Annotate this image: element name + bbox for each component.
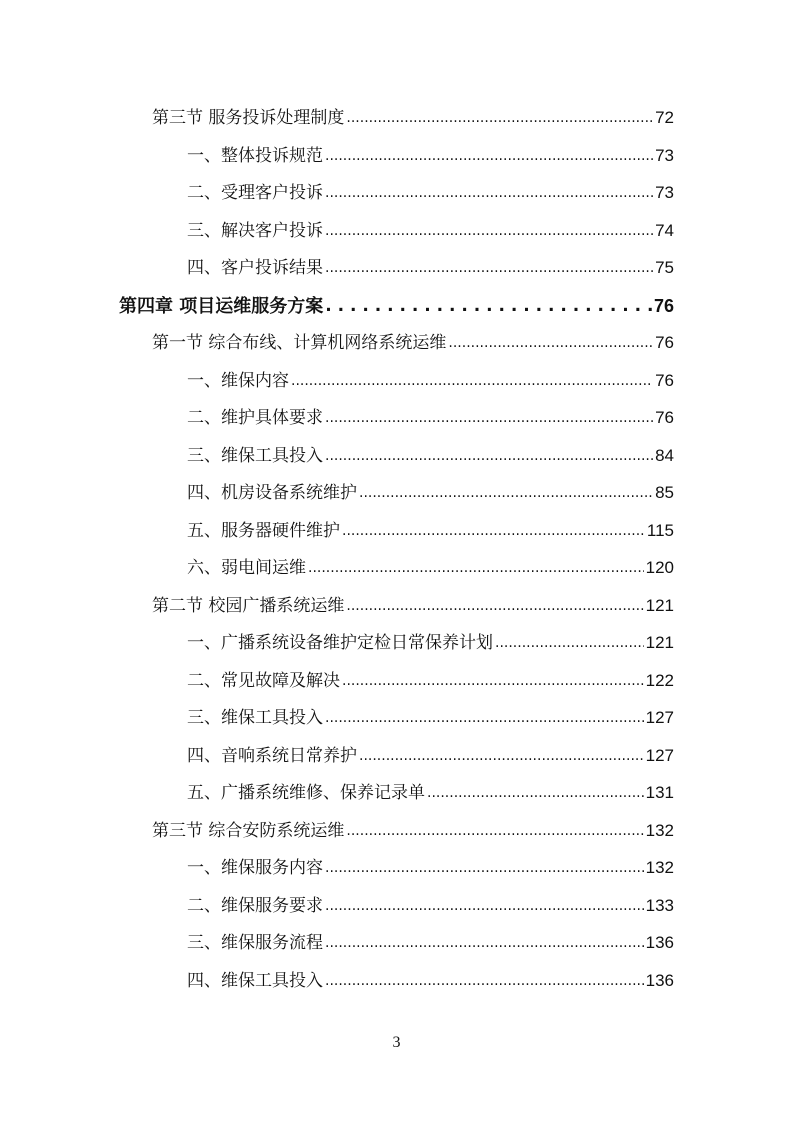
toc-title: 第四章 项目运维服务方案 — [119, 296, 324, 317]
toc-chapter-entry[interactable] — [119, 295, 674, 318]
dot-leader — [325, 856, 644, 878]
toc-entry[interactable] — [187, 557, 674, 579]
toc-title: 四、客户投诉结果 — [187, 258, 323, 278]
toc-title: 三、维保工具投入 — [187, 708, 323, 728]
dot-leader — [291, 369, 653, 391]
toc-title: 第三节 综合安防系统运维 — [152, 821, 345, 841]
dot-leader — [325, 181, 653, 203]
toc-title: 四、音响系统日常养护 — [187, 746, 357, 766]
toc-page: 121 — [645, 633, 674, 652]
dot-leader — [325, 931, 644, 953]
toc-page: 74 — [655, 221, 674, 240]
dot-leader — [346, 106, 653, 128]
toc-page: 132 — [645, 821, 674, 840]
dot-leader — [359, 481, 653, 503]
dot-leader — [325, 406, 653, 428]
toc-entry[interactable] — [187, 482, 674, 504]
toc-page: 76 — [655, 408, 674, 427]
toc-entry[interactable] — [187, 857, 674, 879]
toc-entry[interactable] — [187, 670, 674, 692]
toc-entry[interactable] — [187, 932, 674, 954]
toc-title: 第一节 综合布线、计算机网络系统运维 — [152, 333, 447, 353]
toc-entry[interactable] — [187, 520, 674, 542]
dot-leader — [325, 144, 653, 166]
toc-entry[interactable] — [187, 220, 674, 242]
toc-title: 五、广播系统维修、保养记录单 — [187, 783, 425, 803]
toc-title: 一、维保服务内容 — [187, 858, 323, 878]
toc-page: 121 — [645, 596, 674, 615]
toc-page: 73 — [655, 183, 674, 202]
toc-entry[interactable] — [152, 107, 674, 129]
dot-leader — [495, 631, 644, 653]
toc-page: 127 — [645, 708, 674, 727]
toc-title: 三、维保工具投入 — [187, 446, 323, 466]
toc-entry[interactable] — [187, 257, 674, 279]
toc-title: 二、维护具体要求 — [187, 408, 323, 428]
toc-entry[interactable] — [187, 370, 674, 392]
toc-entry[interactable] — [187, 745, 674, 767]
toc-title: 六、弱电间运维 — [187, 558, 306, 578]
toc-entry[interactable] — [152, 332, 674, 354]
toc-page: 133 — [645, 896, 674, 915]
page-number: 3 — [392, 1034, 401, 1051]
toc-entry[interactable] — [152, 595, 674, 617]
toc-title: 一、维保内容 — [187, 371, 289, 391]
toc-page: 84 — [655, 446, 674, 465]
toc-title: 二、维保服务要求 — [187, 896, 323, 916]
toc-title: 四、机房设备系统维护 — [187, 483, 357, 503]
dot-leader — [448, 331, 653, 353]
toc-entry[interactable] — [187, 970, 674, 992]
toc-page: 132 — [645, 858, 674, 877]
dot-leader — [346, 819, 643, 841]
toc-title: 第二节 校园广播系统运维 — [152, 596, 345, 616]
dot-leader — [427, 781, 644, 803]
toc-page: 136 — [645, 971, 674, 990]
dot-leader — [342, 669, 644, 691]
toc-entry[interactable] — [187, 407, 674, 429]
toc-page: 127 — [645, 746, 674, 765]
dot-leader — [325, 706, 644, 728]
dot-leader — [325, 894, 644, 916]
toc-page: 75 — [655, 258, 674, 277]
toc-entry[interactable] — [187, 895, 674, 917]
toc-title: 二、受理客户投诉 — [187, 183, 323, 203]
dot-leader — [325, 219, 653, 241]
toc-title: 三、维保服务流程 — [187, 933, 323, 953]
dot-leader — [346, 594, 643, 616]
toc-entry[interactable] — [187, 632, 674, 654]
dot-leader — [325, 969, 644, 991]
toc-title: 三、解决客户投诉 — [187, 221, 323, 241]
toc-title: 二、常见故障及解决 — [187, 671, 340, 691]
toc-page: 76 — [653, 296, 674, 316]
dot-leader — [325, 444, 653, 466]
toc-entry[interactable] — [187, 707, 674, 729]
toc-page: 85 — [655, 483, 674, 502]
toc-title: 一、整体投诉规范 — [187, 146, 323, 166]
toc-entry[interactable] — [187, 782, 674, 804]
toc-entry[interactable] — [187, 182, 674, 204]
toc-title: 五、服务器硬件维护 — [187, 521, 340, 541]
toc-entry[interactable] — [152, 820, 674, 842]
dot-leader — [325, 295, 652, 317]
dot-leader — [359, 744, 644, 766]
dot-leader — [325, 256, 653, 278]
toc-entry[interactable] — [187, 445, 674, 467]
toc-page: 72 — [655, 108, 674, 127]
toc-page: 122 — [645, 671, 674, 690]
toc-title: 一、广播系统设备维护定检日常保养计划 — [187, 633, 493, 653]
toc-page: 73 — [655, 146, 674, 165]
toc-page: 131 — [645, 783, 674, 802]
toc-page: 76 — [655, 333, 674, 352]
toc-title: 第三节 服务投诉处理制度 — [152, 108, 345, 128]
toc-page: 120 — [645, 558, 674, 577]
toc-page: 76 — [655, 371, 674, 390]
toc-page: 115 — [646, 521, 674, 540]
toc-page: 136 — [645, 933, 674, 952]
dot-leader — [342, 519, 645, 541]
toc-title: 四、维保工具投入 — [187, 971, 323, 991]
toc-entry[interactable] — [187, 145, 674, 167]
dot-leader — [308, 556, 644, 578]
